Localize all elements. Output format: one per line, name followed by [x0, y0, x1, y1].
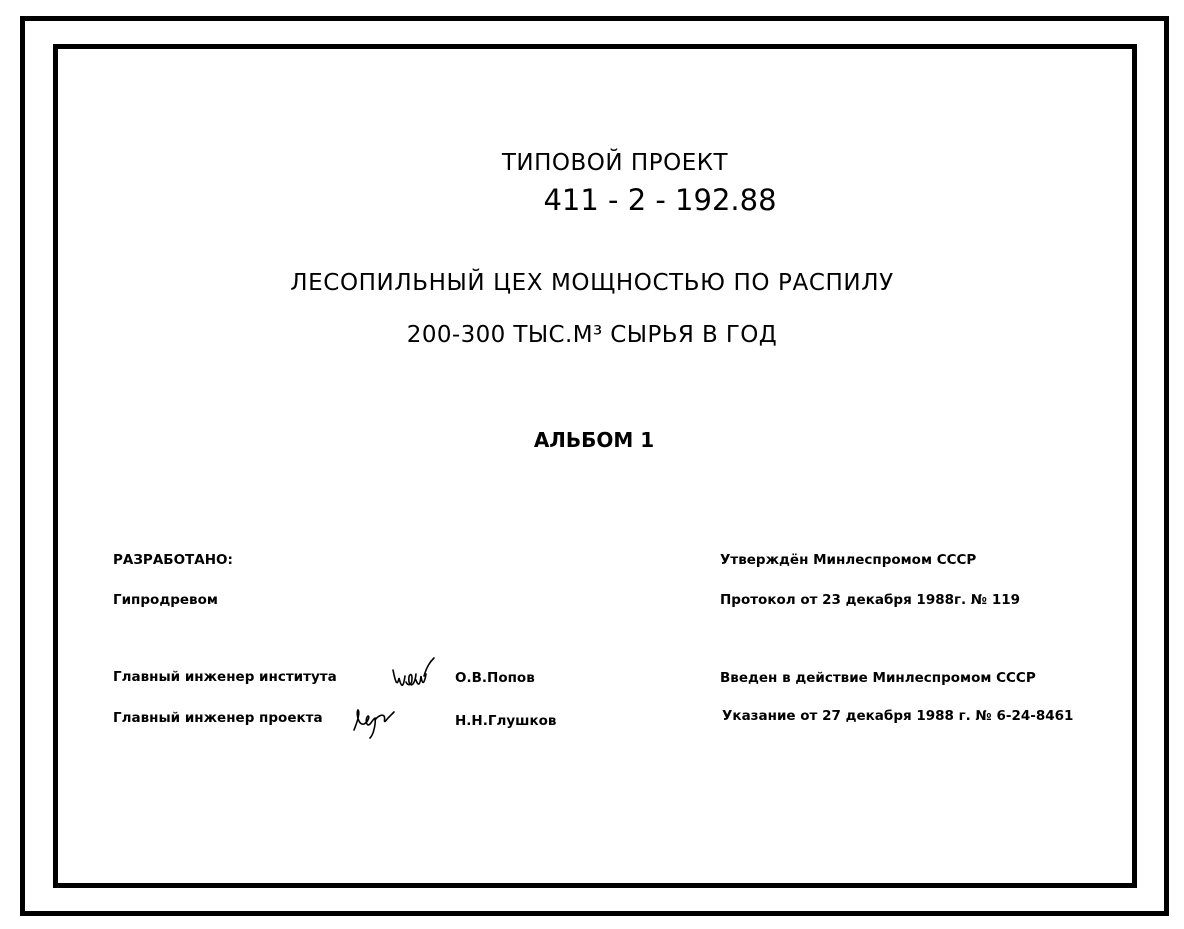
chief-engineer-project-role: Главный инженер проекта [113, 710, 323, 726]
chief-engineer-institute-name: О.В.Попов [455, 670, 535, 686]
developed-by-label: РАЗРАБОТАНО: [113, 552, 233, 568]
project-name-line2: 200-300 ТЫС.М³ СЫРЬЯ В ГОД [406, 322, 778, 348]
approval-protocol: Протокол от 23 декабря 1988г. № 119 [720, 592, 1021, 608]
developer-organization: Гипродревом [113, 592, 218, 608]
project-number: 411 - 2 - 192.88 [543, 183, 777, 217]
introduction-line: Введен в действие Минлеспромом СССР [720, 670, 1036, 686]
approval-line-1: Утверждён Минлеспромом СССР [720, 552, 977, 568]
signature-glushkov [348, 700, 396, 740]
album-label: АЛЬБОМ 1 [533, 428, 655, 452]
chief-engineer-project-name: Н.Н.Глушков [455, 713, 557, 729]
chief-engineer-institute-role: Главный инженер института [113, 669, 337, 685]
signature-popov [390, 656, 438, 696]
project-type-label: ТИПОВОЙ ПРОЕКТ [501, 150, 729, 176]
project-name-line1: ЛЕСОПИЛЬНЫЙ ЦЕХ МОЩНОСТЬЮ ПО РАСПИЛУ [290, 270, 894, 296]
introduction-order: Указание от 27 декабря 1988 г. № 6-24-8461 [722, 708, 1074, 724]
